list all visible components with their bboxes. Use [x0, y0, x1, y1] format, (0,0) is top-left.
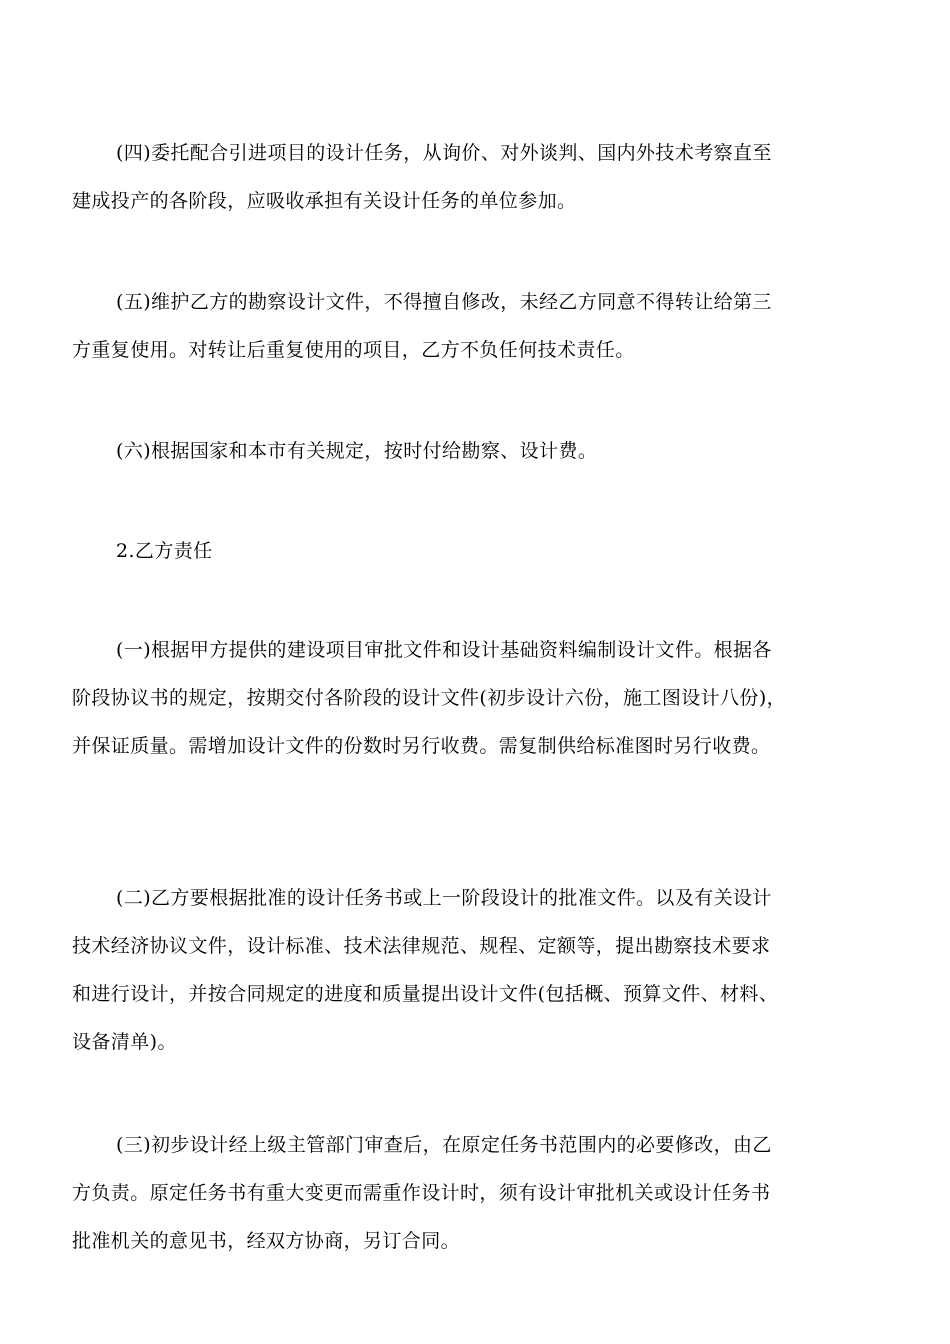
paragraph-clause-6	[72, 427, 880, 475]
section-heading-text: 2.乙方责任	[116, 540, 213, 562]
paragraph-line: (三)初步设计经上级主管部门审查后，在原定任务书范围内的必要修改，由乙	[116, 1134, 772, 1156]
paragraph-clause-4	[72, 129, 880, 225]
paragraph-line: 方负责。原定任务书有重大变更而需重作设计时，须有设计审批机关或设计任务书	[72, 1182, 771, 1204]
paragraph-clause-5	[72, 278, 880, 374]
paragraph-clause-b2	[72, 874, 880, 1066]
paragraph-line: 阶段协议书的规定，按期交付各阶段的设计文件(初步设计六份，施工图设计八份)，	[72, 687, 787, 709]
paragraph-line: 批准机关的意见书，经双方协商，另订合同。	[72, 1230, 461, 1252]
paragraph-line: 建成投产的各阶段，应吸收承担有关设计任务的单位参加。	[72, 190, 577, 212]
section-heading-party-b	[72, 527, 880, 575]
paragraph-line: 并保证质量。需增加设计文件的份数时另行收费。需复制供给标准图时另行收费。	[72, 735, 771, 757]
paragraph-line: 技术经济协议文件，设计标准、技术法律规范、规程、定额等，提出勘察技术要求	[72, 935, 771, 957]
paragraph-line: (二)乙方要根据批准的设计任务书或上一阶段设计的批准文件。以及有关设计	[116, 887, 772, 909]
paragraph-line: 设备清单)。	[72, 1031, 177, 1053]
paragraph-line: (六)根据国家和本市有关规定，按时付给勘察、设计费。	[116, 440, 598, 462]
paragraph-clause-b1	[72, 626, 880, 770]
paragraph-line: (四)委托配合引进项目的设计任务，从询价、对外谈判、国内外技术考察直至	[116, 142, 772, 164]
paragraph-line: 方重复使用。对转让后重复使用的项目，乙方不负任何技术责任。	[72, 339, 635, 361]
paragraph-line: 和进行设计，并按合同规定的进度和质量提出设计文件(包括概、预算文件、材料、	[72, 983, 779, 1005]
paragraph-line: (五)维护乙方的勘察设计文件，不得擅自修改，未经乙方同意不得转让给第三	[116, 291, 772, 313]
paragraph-line: (一)根据甲方提供的建设项目审批文件和设计基础资料编制设计文件。根据各	[116, 639, 772, 661]
paragraph-clause-b3	[72, 1121, 880, 1265]
